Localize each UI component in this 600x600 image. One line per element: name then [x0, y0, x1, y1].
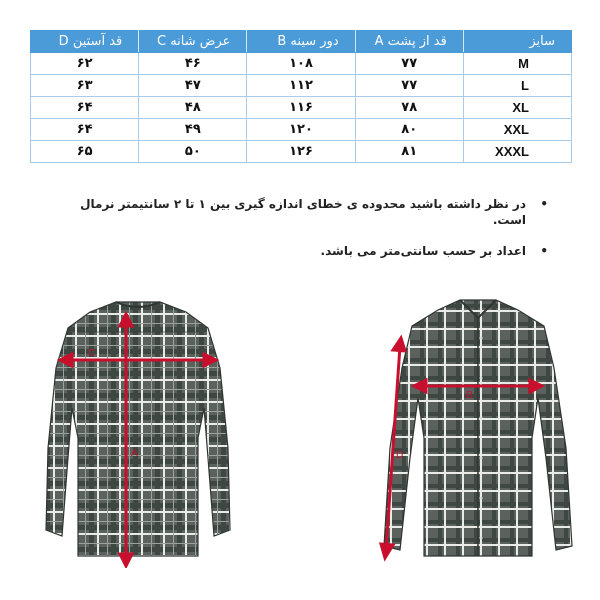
cell-shoulder-width: ۴۸ [139, 97, 247, 119]
cell-size: XXXL [463, 141, 571, 163]
size-chart-table [30, 30, 572, 163]
label-b: B [466, 390, 473, 401]
cell-shoulder-width: ۵۰ [139, 141, 247, 163]
shirt-front-diagram [378, 298, 578, 563]
header-size: سایز [463, 31, 571, 53]
label-d: D [396, 450, 404, 461]
note-units [78, 243, 548, 259]
cell-shoulder-width: ۴۶ [139, 53, 247, 75]
cell-chest: ۱۰۸ [247, 53, 355, 75]
cell-back-length: ۸۱ [355, 141, 463, 163]
cell-sleeve-length: ۶۳ [31, 75, 139, 97]
bullet-icon: • [540, 197, 548, 211]
cell-sleeve-length: ۶۵ [31, 141, 139, 163]
label-a: A [131, 448, 138, 459]
cell-size: XL [463, 97, 571, 119]
header-chest: دور سینه B [247, 31, 355, 53]
cell-back-length: ۷۸ [355, 97, 463, 119]
cell-size: L [463, 75, 571, 97]
note-text: اعداد بر حسب سانتی‌متر می باشد. [320, 244, 526, 258]
cell-size: XXL [463, 119, 571, 141]
header-shoulder-width: عرض شانه C [139, 31, 247, 53]
table-row [31, 75, 572, 97]
table-row [31, 119, 572, 141]
table-row [31, 53, 572, 75]
cell-shoulder-width: ۴۹ [139, 119, 247, 141]
notes-list [78, 196, 548, 274]
bullet-icon: • [540, 244, 548, 258]
cell-back-length: ۸۰ [355, 119, 463, 141]
cell-chest: ۱۲۰ [247, 119, 355, 141]
cell-back-length: ۷۷ [355, 53, 463, 75]
header-sleeve-length: قد آستین D [31, 31, 139, 53]
note-measurement-error [78, 196, 548, 228]
shirt-back-body [46, 302, 230, 556]
cell-chest: ۱۱۶ [247, 97, 355, 119]
table-header-row [31, 31, 572, 53]
table-row [31, 141, 572, 163]
cell-sleeve-length: ۶۴ [31, 119, 139, 141]
cell-shoulder-width: ۴۷ [139, 75, 247, 97]
cell-chest: ۱۱۲ [247, 75, 355, 97]
shirt-back-diagram [38, 298, 238, 568]
header-back-length: قد از پشت A [355, 31, 463, 53]
table-row [31, 97, 572, 119]
cell-back-length: ۷۷ [355, 75, 463, 97]
label-c: C [88, 348, 96, 359]
note-text: در نظر داشته باشید محدوده ی خطای اندازه گیری بین ۱ تا ۲ سانتیمتر نرمال است. [80, 197, 526, 227]
cell-sleeve-length: ۶۴ [31, 97, 139, 119]
cell-chest: ۱۲۶ [247, 141, 355, 163]
cell-sleeve-length: ۶۲ [31, 53, 139, 75]
cell-size: M [463, 53, 571, 75]
